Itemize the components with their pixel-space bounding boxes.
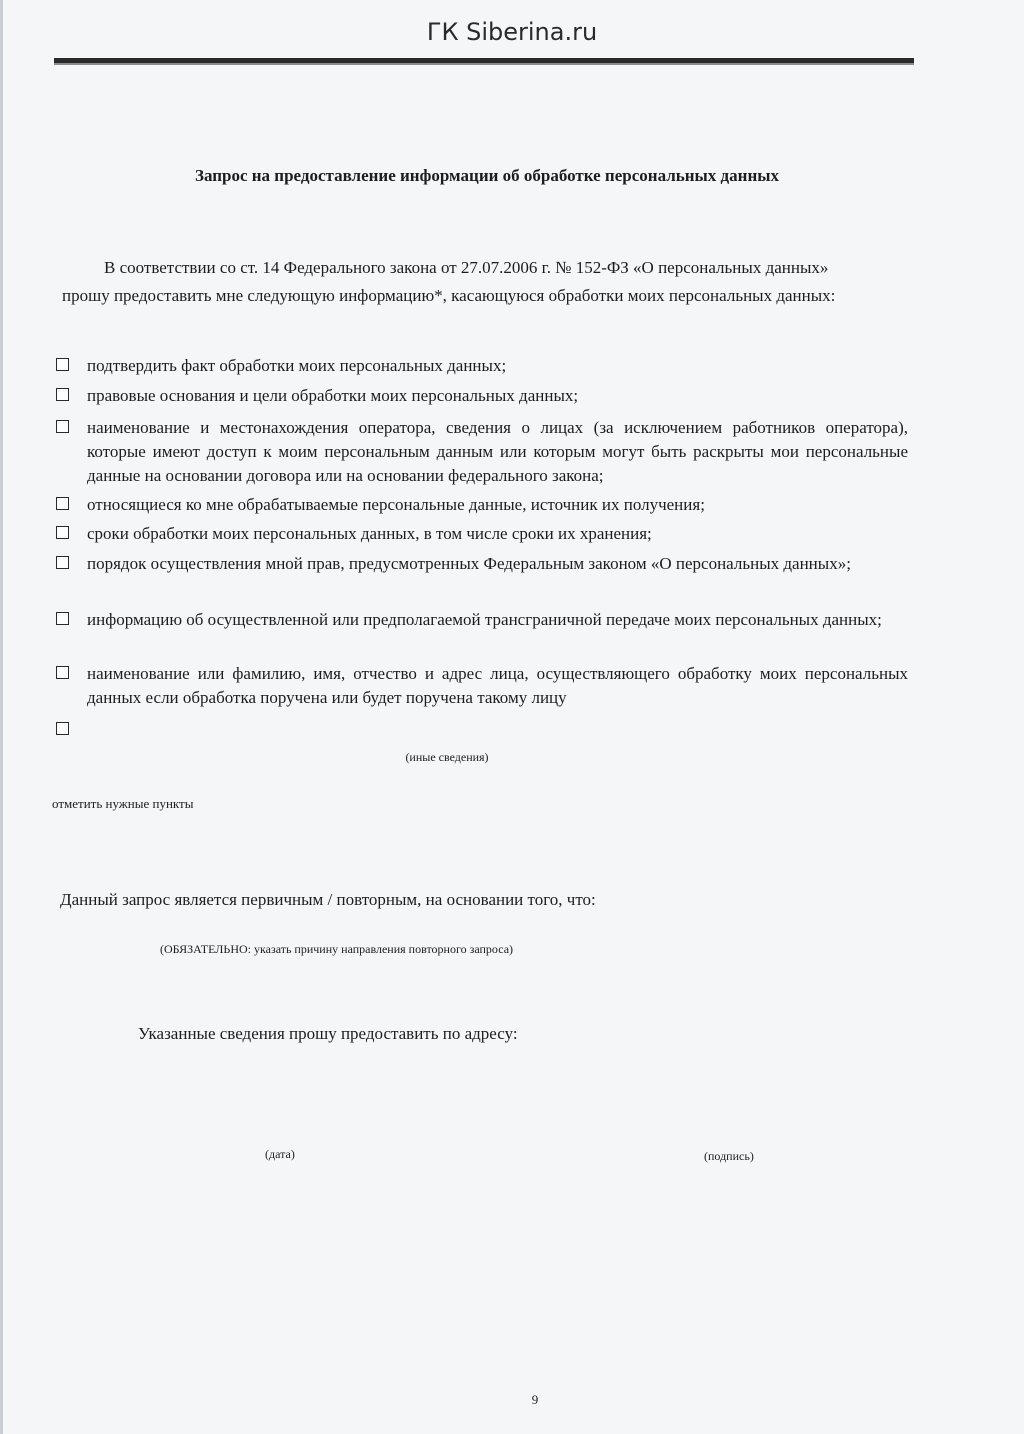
- option-label-3: наименование и местонахождения оператора, сведения о лицах (за исключением работников оператора), которые имеют доступ к моим персональным данным или которым могут быть раскрыты мои персональные данные на основании договора или на основании федерального закона;: [87, 418, 908, 485]
- option-item-4[interactable]: [56, 493, 908, 517]
- option-label-6: порядок осуществления мной прав, предусмотренных Федеральным законом «О персональных данных»;: [87, 554, 851, 573]
- option-label-8: наименование или фамилию, имя, отчество и адрес лица, осуществляющего обработку моих персональных данных если обработка поручена или будет поручена такому лицу: [87, 664, 908, 707]
- option-item-7[interactable]: [56, 608, 908, 632]
- request-reason-caption: (ОБЯЗАТЕЛЬНО: указать причину направления повторного запроса): [160, 942, 514, 956]
- checkbox-other[interactable]: [56, 722, 69, 735]
- header-rule: [54, 58, 914, 65]
- option-label-4: относящиеся ко мне обрабатываемые персональные данные, источник их получения;: [87, 495, 705, 514]
- intro-paragraph: [62, 254, 852, 310]
- option-item-1[interactable]: [56, 354, 908, 378]
- address-line: Указанные сведения прошу предоставить по адресу:: [138, 1024, 518, 1043]
- header-title: ГК Siberina.ru: [426, 18, 598, 46]
- document-title: Запрос на предоставление информации об обработке персональных данных: [194, 166, 780, 185]
- mark-note: отметить нужные пункты: [52, 796, 194, 811]
- other-info-caption: (иные сведения): [405, 750, 489, 764]
- option-label-5: сроки обработки моих персональных данных, в том числе сроки их хранения;: [87, 524, 652, 543]
- option-item-5[interactable]: [56, 522, 908, 546]
- checkbox-5[interactable]: [56, 526, 69, 539]
- option-item-6[interactable]: [56, 552, 908, 576]
- page-edge: [0, 0, 3, 1434]
- option-label-2: правовые основания и цели обработки моих персональных данных;: [87, 386, 579, 405]
- checkbox-2[interactable]: [56, 388, 69, 401]
- checkbox-6[interactable]: [56, 556, 69, 569]
- option-item-8[interactable]: [56, 662, 908, 710]
- request-type-line: Данный запрос является первичным / повторным, на основании того, что:: [60, 890, 596, 909]
- option-item-2[interactable]: [56, 384, 908, 408]
- intro-text: В соответствии со ст. 14 Федерального закона от 27.07.2006 г. № 152-ФЗ «О персональных данных» прошу предоставить мне следующую информацию*, касающуюся обработки моих персональных данных:: [62, 258, 836, 305]
- option-label-7: информацию об осуществленной или предполагаемой трансграничной передаче моих персональных данных;: [87, 610, 882, 629]
- option-item-3[interactable]: [56, 416, 908, 488]
- checkbox-1[interactable]: [56, 358, 69, 371]
- page-number: 9: [531, 1392, 539, 1407]
- checkbox-7[interactable]: [56, 612, 69, 625]
- option-label-1: подтвердить факт обработки моих персональных данных;: [87, 356, 507, 375]
- signature-caption: (подпись): [704, 1149, 754, 1163]
- checkbox-4[interactable]: [56, 497, 69, 510]
- date-caption: (дата): [265, 1147, 295, 1161]
- checkbox-3[interactable]: [56, 420, 69, 433]
- checkbox-8[interactable]: [56, 666, 69, 679]
